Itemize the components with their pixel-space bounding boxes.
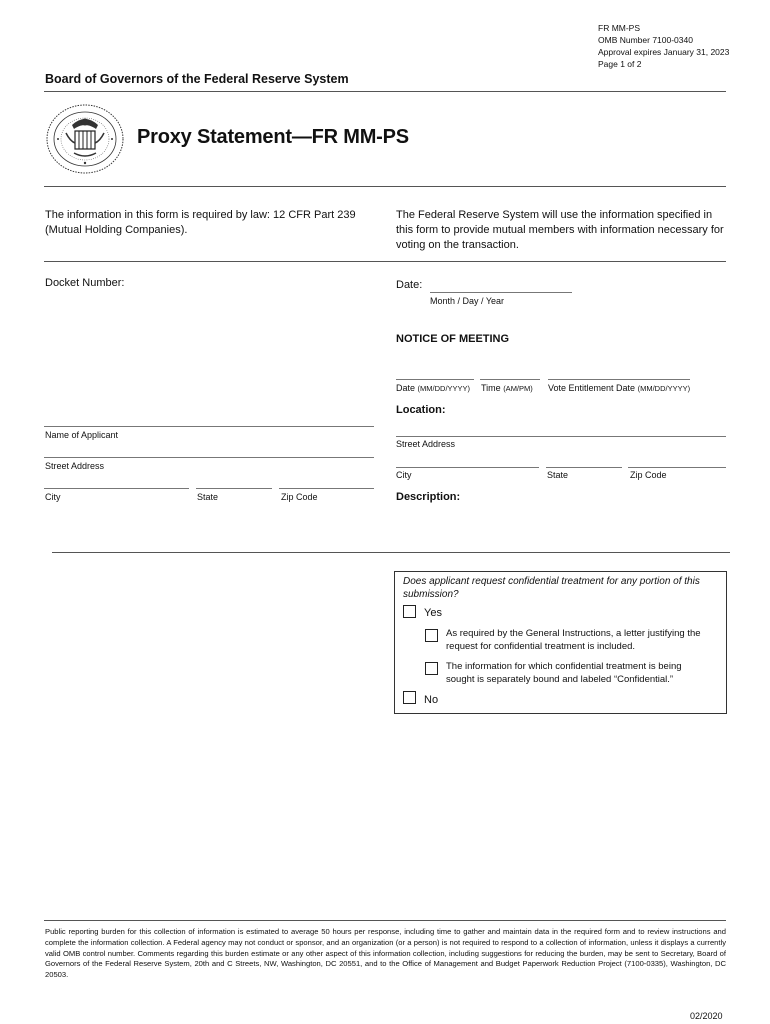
docket-number-label: Docket Number: [45, 277, 125, 289]
meeting-street-input[interactable] [396, 420, 726, 435]
divider [44, 91, 726, 92]
applicant-zip-label: Zip Code [281, 492, 318, 502]
meeting-time-label: Time (AM/PM) [481, 383, 533, 393]
page-title: Proxy Statement—FR MM-PS [137, 126, 409, 148]
divider [52, 552, 730, 553]
applicant-name-line [44, 426, 374, 427]
meeting-time-input[interactable] [480, 363, 540, 378]
meeting-state-line [546, 467, 622, 468]
applicant-state-input[interactable] [196, 472, 272, 487]
omb-number: OMB Number 7100-0340 [598, 35, 693, 45]
applicant-name-input[interactable] [44, 410, 374, 425]
meeting-street-line [396, 436, 726, 437]
form-header [598, 22, 758, 70]
intro-legal-basis: The information in this form is required by law: 12 CFR Part 239 (Mutual Holding Companies). [45, 209, 356, 236]
divider [44, 261, 726, 262]
location-label: Location: [396, 404, 446, 416]
applicant-state-label: State [197, 492, 219, 502]
meeting-zip-input[interactable] [628, 451, 726, 466]
applicant-city-label: City [45, 492, 61, 502]
divider [44, 186, 726, 187]
meeting-zip-label: Zip Code [630, 470, 667, 480]
no-checkbox[interactable] [403, 691, 416, 704]
meeting-city-input[interactable] [396, 451, 539, 466]
vote-entitlement-date-label: Vote Entitlement Date (MM/DD/YYYY) [548, 383, 691, 393]
confidential-question: Does applicant request confidential treatment for any portion of this submission? [403, 576, 700, 600]
separately-bound-label: The information for which confidential treatment is being sought is separately bound and labeled “Confidential.” [446, 661, 682, 685]
applicant-zip-line [279, 488, 374, 489]
description-label: Description: [396, 491, 461, 503]
meeting-date-line [396, 379, 474, 380]
vote-entitlement-date-input[interactable] [548, 363, 690, 378]
applicant-city-input[interactable] [44, 472, 189, 487]
applicant-zip-input[interactable] [279, 472, 374, 487]
meeting-date-input[interactable] [396, 363, 474, 378]
revision-date: 02/2020 [690, 1011, 723, 1021]
meeting-time-line [480, 379, 540, 380]
approval-expires: Approval expires January 31, 2023 [598, 47, 730, 57]
date-input[interactable] [430, 277, 572, 292]
description-input[interactable] [396, 507, 726, 547]
meeting-city-label: City [396, 470, 412, 480]
meeting-date-label: Date (MM/DD/YYYY) [396, 383, 471, 393]
intro-purpose: The Federal Reserve System will use the information specified in this form to provide mutual members with information necessary for voting on the transaction. [396, 209, 724, 251]
date-field-line [430, 292, 572, 293]
applicant-name-label: Name of Applicant [45, 430, 119, 440]
applicant-state-line [196, 488, 272, 489]
applicant-street-input[interactable] [44, 441, 374, 456]
burden-statement: Public reporting burden for this collection of information is estimated to average 50 hours per response, including time to gather and maintain data in the required form and to review instructions and complete the information collection. A Federal agency may not conduct or sponsor, and an organization (or a person) is not required to respond to a collection of information, unless it displays a currently valid OMB control number. Comments regarding this burden estimate or any other aspect of this information collection, including suggestions for reducing the burden, may be sent to Secretary, Board of Governors of the Federal Reserve System, 20th and C Streets, NW, Washington, DC 20551, and to the Office of Management and Budget Paperwork Reduction Project (7100-0335), Washington, DC 20503. [45, 927, 726, 980]
separately-bound-checkbox[interactable] [425, 662, 438, 675]
meeting-state-label: State [547, 470, 569, 480]
date-label: Date: [396, 279, 423, 291]
page-number: Page 1 of 2 [598, 59, 642, 69]
meeting-street-label: Street Address [396, 439, 456, 449]
form-id: FR MM-PS [598, 23, 641, 33]
meeting-zip-line [628, 467, 726, 468]
no-label: No [424, 694, 439, 706]
applicant-city-line [44, 488, 189, 489]
vote-entitlement-date-line [548, 379, 690, 380]
letter-included-label: As required by the General Instructions, a letter justifying the request for confidential treatment is included. [446, 628, 701, 652]
meeting-city-line [396, 467, 539, 468]
yes-label: Yes [424, 607, 442, 619]
date-format-hint: Month / Day / Year [430, 296, 505, 306]
letter-included-checkbox[interactable] [425, 629, 438, 642]
agency-name: Board of Governors of the Federal Reserve System [45, 72, 349, 86]
footer-divider [44, 920, 726, 921]
yes-checkbox[interactable] [403, 605, 416, 618]
federal-reserve-seal-icon [44, 103, 126, 175]
applicant-street-label: Street Address [45, 461, 105, 471]
docket-number-input[interactable] [130, 275, 370, 290]
meeting-state-input[interactable] [546, 451, 622, 466]
applicant-street-line [44, 457, 374, 458]
notice-of-meeting-heading: NOTICE OF MEETING [396, 333, 510, 345]
